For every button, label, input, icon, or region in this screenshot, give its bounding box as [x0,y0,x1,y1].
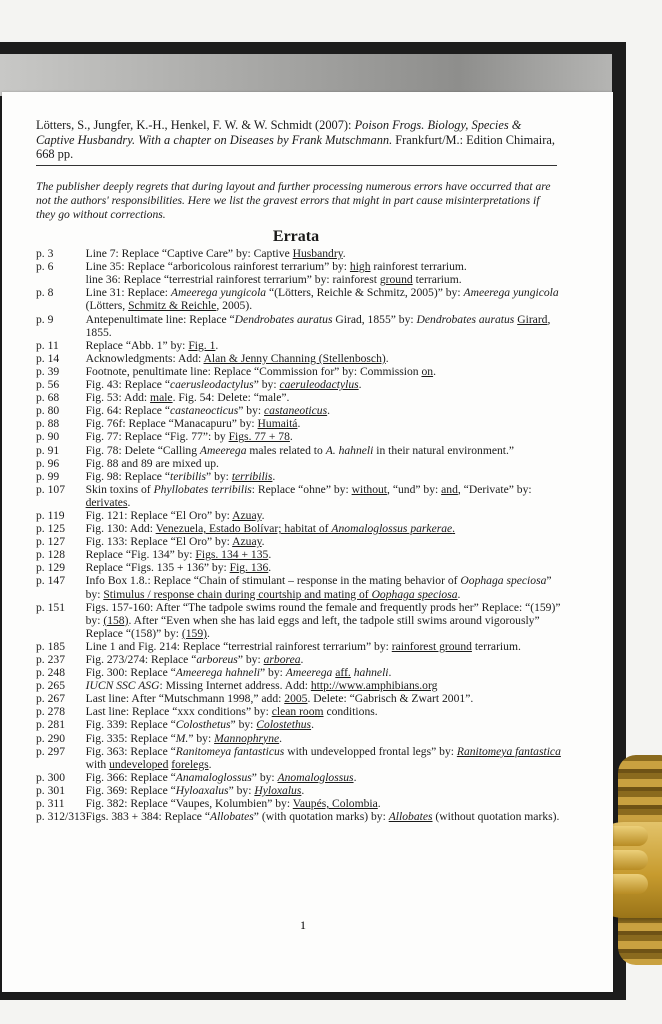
errata-text-segment: Ranitomeya fantasticus [175,744,285,758]
errata-text-segment: , “und” by: [387,482,442,496]
errata-text-segment: Fig. 121: Replace “El Oro” by: [85,508,233,522]
errata-text-segment: ” by: [228,783,255,797]
errata-entry [36,705,564,718]
errata-text-segment: ” by: [188,731,215,745]
errata-text-segment: (158) [103,613,129,627]
errata-entry [36,732,564,745]
errata-text-segment: ” by: [251,770,278,784]
errata-text-segment: ground [379,273,413,287]
errata-text-segment: . After “Even when she has laid eggs and left, the tadpole still swims around vigorously” Replace “(158)” by: [85,613,540,640]
errata-page-ref: p. 99 [36,469,60,483]
errata-text-segment: Allobates [210,810,254,824]
errata-text-segment: Colostethus [256,718,312,732]
errata-text-segment: Vaupés, Colombia [292,797,378,811]
errata-text-segment: Ameerega hahneli [175,666,261,680]
errata-page-ref: p. 301 [36,783,65,797]
errata-page-ref: p. 8 [36,286,54,300]
errata-text-segment: Fig. 64: Replace “ [85,404,170,418]
errata-text-segment: caerusleodactylus [169,378,254,392]
errata-entry [36,548,564,561]
errata-entry [36,365,564,378]
errata-correction [86,732,564,745]
errata-text-segment: Colosthetus [175,718,231,732]
errata-text-segment: Ameerega yungicola [170,286,267,300]
errata-entry [36,378,564,391]
errata-text-segment: Replace “Figs. 135 + 136” by: [85,561,230,575]
errata-text-segment: Ameerega [285,666,333,680]
errata-page-ref: p. 185 [36,639,65,653]
errata-text-segment: Footnote, penultimate line: Replace “Commission for” by: Commission [85,364,422,378]
errata-page-ref: p. 56 [36,378,60,392]
errata-page-ref: p. 3 [36,247,54,261]
errata-text-segment: “(Lötters, Reichle & Schmitz, 2005)” by: [266,286,464,300]
errata-text-segment: Oophaga speciosa [371,587,458,601]
errata-text-segment: Fig. 98: Replace “ [85,469,170,483]
errata-text-segment: ” by: [206,469,232,483]
errata-text-segment: Fig. 363: Replace “ [85,744,176,758]
errata-correction [86,601,564,640]
errata-text-segment: without [351,482,388,496]
errata-text-segment: Ameerega [199,443,247,457]
errata-content [36,118,561,824]
errata-page-ref: p. 311 [36,797,65,811]
errata-text-segment: Line 31: Replace: [85,286,171,300]
errata-text-segment: . [452,522,456,536]
errata-text-segment: arborea [263,653,301,667]
errata-entry [36,470,564,483]
errata-entry [36,430,564,443]
errata-text-segment: Fig. 130: Add: [85,522,156,536]
errata-correction [86,745,564,771]
errata-text-segment: Phyllobates terribilis [153,482,252,496]
errata-text-segment: and [441,482,458,496]
errata-text-segment: . [311,718,314,732]
errata-page-ref: p. 96 [36,456,60,470]
errata-text-segment: (159) [181,626,207,640]
errata-text-segment: terribilis [231,469,273,483]
errata-text-segment: rainforest ground [391,639,472,653]
errata-correction [86,705,564,718]
errata-text-segment: Line 1 and Fig. 214: Replace “terrestrial rainforest terrarium” by: [85,639,392,653]
errata-correction [86,640,564,653]
errata-page-ref: p. 265 [36,679,65,693]
errata-correction [86,797,564,810]
errata-text-segment: . [268,561,272,575]
errata-text-segment: . [388,666,392,680]
errata-page-ref: p. 300 [36,770,65,784]
errata-page-ref: p. 88 [36,417,60,431]
errata-entry [36,692,564,705]
errata-text-segment: Husbandry [292,247,343,261]
errata-correction [86,574,564,600]
errata-text-segment: Azuay [232,508,262,522]
errata-text-segment: . [127,495,131,509]
errata-entry [36,509,564,522]
errata-correction [86,771,564,784]
divider-rule [36,165,557,166]
errata-text-segment: : Missing Internet address. Add: [159,679,311,693]
errata-text-segment: http://www.amphibians.org [310,679,438,693]
errata-text-segment: high [349,260,371,274]
errata-entry [36,784,564,797]
errata-text-segment: males related to [246,443,326,457]
errata-entry [36,417,564,430]
errata-entry [36,574,564,600]
errata-text-segment: Figs. 383 + 384: Replace “ [85,810,210,824]
errata-text-segment: Venezuela, Estado Bolívar; habitat of [155,522,332,536]
errata-text-segment: ” by: [260,666,286,680]
errata-text-segment: Acknowledgments: Add: [85,351,204,365]
errata-correction [86,548,564,561]
errata-page-ref: p. 129 [36,561,65,575]
errata-entry [36,653,564,666]
errata-text-segment: . [353,770,357,784]
errata-entry [36,391,564,404]
errata-entry [36,797,564,810]
errata-text-segment: terrarium. [471,639,521,653]
errata-text-segment: Schmitz & Reichle [128,299,217,313]
errata-text-segment: . [300,653,304,667]
errata-text-segment: Fig. 88 and 89 are mixed up. [85,456,219,470]
errata-text-segment: Figs. 134 + 135 [195,548,269,562]
errata-text-segment: Info Box 1.8.: Replace “Chain of stimulant – response in the mating behavior of [85,574,461,588]
errata-text-segment: forelegs [171,757,209,771]
errata-correction [86,692,564,705]
errata-text-segment: Replace “Fig. 134” by: [85,548,196,562]
errata-correction [86,365,564,378]
errata-text-segment: , 1855. [85,312,551,339]
errata-text-segment: Ranitomeya fantastica [456,744,561,758]
errata-entry [36,601,564,640]
errata-text-segment: Fig. 382: Replace “Vaupes, Kolumbien” by: [85,797,293,811]
errata-entry [36,260,564,273]
errata-list [36,247,564,823]
errata-correction [86,810,564,823]
errata-text-segment: male [150,391,173,405]
errata-text-segment: Humaitá [257,417,298,431]
errata-correction [86,286,564,312]
errata-text-segment: Antepenultimate line: Replace “ [85,312,235,326]
errata-correction [86,718,564,731]
errata-entry [36,771,564,784]
errata-correction [86,509,564,522]
errata-correction [86,444,564,457]
errata-text-segment: Fig. 369: Replace “ [85,783,176,797]
errata-text-segment: . [457,587,461,601]
errata-entry [36,286,564,312]
errata-text-segment: : Replace “ohne” by: [251,482,352,496]
errata-text-segment: . [297,417,301,431]
errata-text-segment: . Delete: “Gabrisch & Zwart 2001”. [307,692,474,706]
errata-text-segment: ” by: [230,718,257,732]
errata-text-segment: , “Derivate” by: [457,482,532,496]
errata-text-segment: M. [175,731,189,745]
errata-text-segment: (without quotation marks). [432,810,560,824]
errata-text-segment: undeveloped [109,757,169,771]
errata-text-segment: ” by: [237,653,264,667]
errata-text-segment: ” by: [85,574,552,601]
errata-correction [86,522,564,535]
errata-text-segment: Fig. 339: Replace “ [85,718,176,732]
errata-entry [36,339,564,352]
errata-text-segment: Mannophryne [214,731,280,745]
errata-entry [36,457,564,470]
errata-entry [36,640,564,653]
errata-text-segment: castaneocticus [169,404,239,418]
errata-correction [86,679,564,692]
errata-correction [86,391,564,404]
errata-text-segment: with [85,757,110,771]
errata-text-segment: aff. [335,666,351,680]
errata-text-segment: Fig. 300: Replace “ [85,666,176,680]
errata-page-ref: p. 128 [36,548,65,562]
errata-text-segment: . [358,378,362,392]
errata-text-segment: rainforest terrarium. [370,260,467,274]
errata-page-ref: p. 6 [36,260,54,274]
errata-text-segment: on [421,364,434,378]
errata-text-segment: . [433,364,436,378]
errata-text-segment: Fig. 77: Replace “Fig. 77”: by [85,430,229,444]
errata-text-segment: . [301,783,305,797]
errata-text-segment: A. hahneli [325,443,374,457]
errata-text-segment: Fig. 335: Replace “ [85,731,176,745]
errata-entry [36,535,564,548]
errata-correction [86,260,564,273]
errata-page-ref: p. 80 [36,404,60,418]
errata-text-segment: hahneli [353,666,389,680]
errata-text-segment: terrarium. [412,273,462,287]
errata-text-segment: Fig. 78: Delete “Calling [85,443,200,457]
errata-text-segment: , 2005). [216,299,253,313]
errata-title: Errata [272,228,320,246]
errata-text-segment: Anomaloglossus [277,770,354,784]
errata-page-ref: p. 9 [36,312,54,326]
errata-page-ref: p. 278 [36,705,65,719]
errata-text-segment: arboreus [196,653,238,667]
errata-text-segment: . [208,757,212,771]
errata-entry [36,666,564,679]
errata-correction [86,339,564,352]
errata-correction [86,352,564,365]
errata-page-ref: p. 11 [36,338,59,352]
errata-page-ref: p. 68 [36,391,60,405]
errata-correction [86,457,564,470]
errata-text-segment: Azuay [232,535,262,549]
errata-text-segment: Girad, 1855” by: [332,312,417,326]
citation-title: Poison Frogs. Biology, Species & Captive Husbandry. With a chapter on Diseases by Frank Mutschmann. [36,118,522,147]
errata-page-ref [36,273,86,286]
page-number: 1 [300,918,306,932]
errata-text-segment: Fig. 366: Replace “ [85,770,176,784]
errata-text-segment: Skin toxins of [85,482,154,496]
errata-text-segment: (Lötters, [85,299,129,313]
errata-text-segment: ” (with quotation marks) by: [253,810,389,824]
errata-text-segment: with undevelopped frontal legs” by: [284,744,457,758]
errata-page-ref: p. 281 [36,718,65,732]
errata-text-segment: . [289,430,293,444]
errata-text-segment: Dendrobates auratus [234,312,333,326]
errata-text-segment: Fig. 43: Replace “ [85,378,170,392]
errata-text-segment: Last line: Replace “xxx conditions” by: [85,705,272,719]
errata-correction [86,784,564,797]
errata-text-segment: Dendrobates auratus [416,312,515,326]
errata-text-segment: Anamaloglossus [175,770,252,784]
errata-page-ref: p. 39 [36,364,60,378]
errata-text-segment: . [327,404,331,418]
errata-text-segment: . [261,535,265,549]
errata-text-segment: . [385,351,389,365]
errata-text-segment: Girard [517,312,548,326]
errata-correction [86,378,564,391]
errata-page-ref: p. 290 [36,731,65,745]
errata-text-segment: Oophaga speciosa [460,574,547,588]
errata-page-ref: p. 119 [36,508,65,522]
errata-text-segment: Figs. 157-160: After “The tadpole swims round the female and frequently prods her” Replace: “(159)” by: [85,600,561,627]
errata-text-segment: Fig. 136 [229,561,269,575]
errata-entry [36,313,564,339]
errata-correction [86,535,564,548]
errata-text-segment: . Fig. 54: Delete: “male”. [172,391,290,405]
errata-entry [36,444,564,457]
errata-text-segment: Fig. 1 [188,338,216,352]
errata-page-ref: p. 127 [36,535,65,549]
errata-entry [36,522,564,535]
errata-correction [86,483,564,509]
errata-entry [36,745,564,771]
citation-publisher: Frankfurt/M.: Edition Chimaira, 668 pp. [36,132,555,161]
errata-page-ref: p. 147 [36,574,65,588]
errata-page-ref: p. 237 [36,653,65,667]
errata-text-segment: conditions. [323,705,378,719]
errata-page-ref: p. 267 [36,692,65,706]
errata-text-segment: Allobates [388,810,433,824]
errata-correction [86,273,564,286]
errata-text-segment: Hyloxalus [254,783,302,797]
errata-text-segment: Ameerega yungicola [463,286,559,300]
errata-text-segment: . [268,548,272,562]
errata-text-segment: ” by: [238,404,264,418]
errata-text-segment: . [279,731,283,745]
errata-entry [36,810,564,823]
errata-text-segment: . [215,338,219,352]
book-page-edge [0,54,612,96]
errata-correction [86,417,564,430]
errata-text-segment: castaneoticus [264,404,328,418]
errata-entry [36,679,564,692]
errata-text-segment: in their natural environment.” [373,443,515,457]
errata-text-segment: derivates [85,495,128,509]
errata-text-segment: Fig. 53: Add: [85,391,151,405]
errata-text-segment: clean room [271,705,324,719]
errata-entry [36,273,564,286]
errata-text-segment: Last line: After “Mutschmann 1998,” add: [85,692,285,706]
errata-entry [36,561,564,574]
errata-text-segment: . [342,247,346,261]
errata-page-ref: p. 125 [36,522,65,536]
errata-correction [86,666,564,679]
errata-page-ref: p. 151 [36,600,65,614]
errata-text-segment: Line 7: Replace “Captive Care” by: Captive [85,247,293,261]
errata-text-segment: line 36: Replace “terrestrial rainforest terrarium” by: rainforest [85,273,380,287]
errata-text-segment: teribilis [169,469,207,483]
errata-text-segment: Fig. 76f: Replace “Manacapuru” by: [85,417,258,431]
errata-text-segment: Stimulus / response chain during courtship and mating of [103,587,372,601]
errata-text-segment: caeruleodactylus [279,378,359,392]
errata-page-ref: p. 14 [36,351,60,365]
errata-entry [36,483,564,509]
errata-text-segment: Line 35: Replace “arboricolous rainforest terrarium” by: [85,260,350,274]
errata-page-ref: p. 107 [36,482,65,496]
errata-entry [36,247,564,260]
errata-text-segment: Anomaloglossus parkerae [331,522,453,536]
errata-entry [36,718,564,731]
errata-text-segment: IUCN SSC ASG [85,679,160,693]
errata-text-segment: . [261,508,265,522]
errata-text-segment: . [206,626,210,640]
errata-page-ref: p. 312/313 [36,810,86,824]
errata-text-segment: Alan & Jenny Channing (Stellenbosch) [203,351,386,365]
errata-text-segment: 2005 [284,692,308,706]
errata-page-ref: p. 248 [36,666,65,680]
errata-page-ref: p. 91 [36,443,60,457]
publisher-notice: The publisher deeply regrets that during layout and further processing numerous errors have occurred that are not the authors' responsibilities. Here we list the gravest errors that might in part cause misinterpretations if they go without corrections. [36,179,551,221]
citation-authors: Lötters, S., Jungfer, K.-H., Henkel, F. W. & W. Schmidt (2007): [36,118,355,132]
errata-page-ref: p. 297 [36,744,65,758]
errata-text-segment: Hyloaxalus [175,783,229,797]
errata-text-segment: ” by: [253,378,280,392]
errata-text-segment: Fig. 133: Replace “El Oro” by: [85,535,233,549]
errata-correction [86,313,564,339]
errata-correction [86,404,564,417]
errata-correction [86,653,564,666]
errata-correction [86,561,564,574]
errata-text-segment: Figs. 77 + 78 [228,430,290,444]
errata-page-ref: p. 90 [36,430,60,444]
citation [36,118,556,162]
errata-entry [36,404,564,417]
errata-text-segment: . [377,797,381,811]
errata-correction [86,470,564,483]
errata-text-segment: Fig. 273/274: Replace “ [85,653,197,667]
errata-correction [86,247,564,260]
errata-text-segment: Replace “Abb. 1” by: [85,338,189,352]
errata-text-segment: . [272,469,276,483]
errata-correction [86,430,564,443]
errata-entry [36,352,564,365]
